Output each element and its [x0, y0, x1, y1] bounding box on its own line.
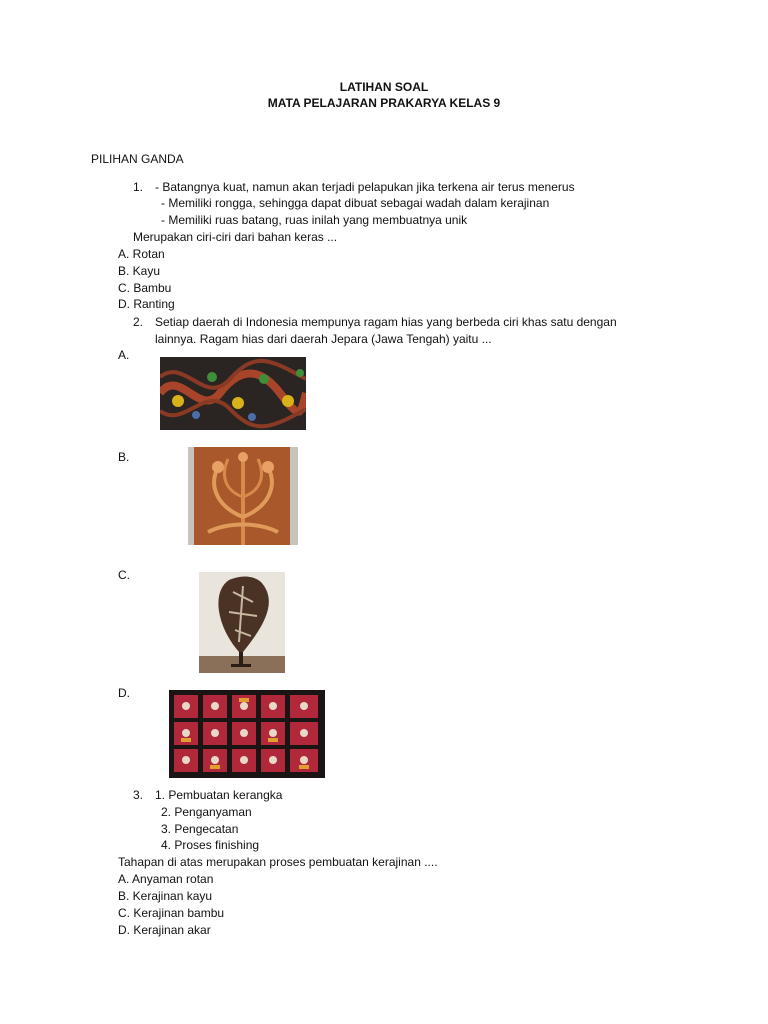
q1-option-b: B. Kayu	[118, 264, 161, 278]
q3-step-4: 4. Proses finishing	[161, 838, 260, 852]
q1-option-c: C. Bambu	[118, 281, 172, 295]
q2-label-b: B.	[118, 450, 130, 464]
q1-number: 1.	[133, 180, 144, 194]
document-subtitle: MATA PELAJARAN PRAKARYA KELAS 9	[267, 96, 501, 110]
q3-number: 3.	[133, 788, 144, 802]
q1-option-a: A. Rotan	[118, 247, 165, 261]
document-title: LATIHAN SOAL	[339, 80, 429, 94]
q2-line1: Setiap daerah di Indonesia mempunya ragam hias yang berbeda ciri khas satu dengan	[155, 315, 617, 329]
q2-label-a: A.	[118, 348, 130, 362]
q1-option-d: D. Ranting	[118, 297, 175, 311]
q3-option-a: A. Anyaman rotan	[118, 872, 214, 886]
carving-image-c	[199, 572, 285, 673]
carving-image-a	[160, 357, 306, 430]
q3-step-2: 2. Penganyaman	[161, 805, 252, 819]
q1-line1: - Batangnya kuat, namun akan terjadi pelapukan jika terkena air terus menerus	[155, 180, 575, 194]
q1-line3: - Memiliki ruas batang, ruas inilah yang membuatnya unik	[161, 213, 468, 227]
carving-image-b	[188, 447, 298, 545]
q2-line2: lainnya. Ragam hias dari daerah Jepara (Jawa Tengah) yaitu ...	[155, 332, 492, 346]
q3-option-b: B. Kerajinan kayu	[118, 889, 213, 903]
q3-option-d: D. Kerajinan akar	[118, 923, 211, 937]
q3-step-1: 1. Pembuatan kerangka	[155, 788, 283, 802]
carving-image-d	[169, 690, 325, 778]
q3-option-c: C. Kerajinan bambu	[118, 906, 225, 920]
q2-label-d: D.	[118, 686, 130, 700]
q3-prompt: Tahapan di atas merupakan proses pembuatan kerajinan ....	[118, 855, 438, 869]
q3-step-3: 3. Pengecatan	[161, 822, 239, 836]
section-heading: PILIHAN GANDA	[91, 152, 184, 166]
q2-label-c: C.	[118, 568, 130, 582]
q1-line2: - Memiliki rongga, sehingga dapat dibuat sebagai wadah dalam kerajinan	[161, 196, 550, 210]
q1-prompt: Merupakan ciri-ciri dari bahan keras ...	[133, 230, 338, 244]
q2-number: 2.	[133, 315, 144, 329]
